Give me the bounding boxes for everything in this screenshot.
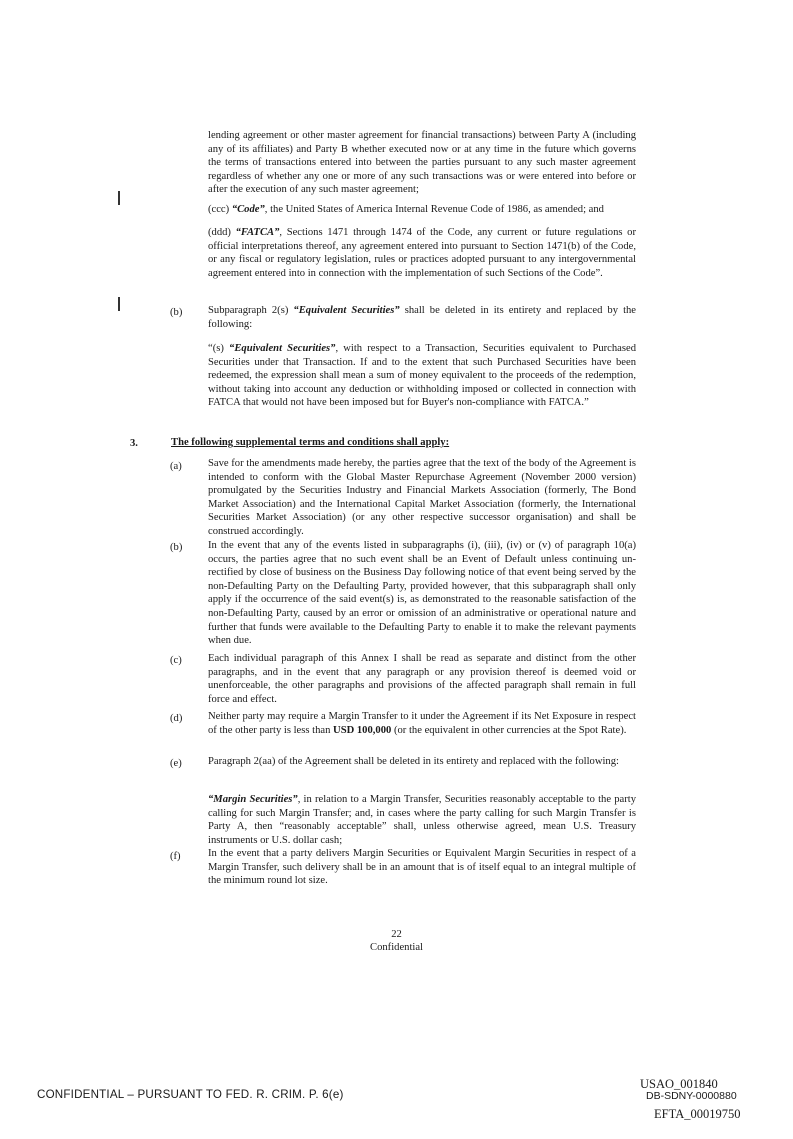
section3-item-e: Paragraph 2(aa) of the Agreement shall be deleted in its entirety and replaced with the following: (208, 756, 619, 767)
section3-item-f: In the event that a party delivers Margin Securities or Equivalent Margin Securities in respect of a Margin Transfer, such delivery shall be in an amount that is of itself equal to an integral multiple of the minimum round lot size. (208, 848, 636, 887)
section3-item-a: Save for the amendments made hereby, the parties agree that the text of the body of the Agreement is intended to conform with the Global Master Repurchase Agreement (November 2000 version) promulgated by the Securities Industry and Financial Markets Association (formerly, The Bond Market Association) and the International Capital Market Association (formerly, the International Securities Market Association) (or any other respective successor organisation) and shall be construed accordingly. (208, 458, 636, 537)
section3-item-c: Each individual paragraph of this Annex I shall be read as separate and distinct from the other paragraphs, and in the event that any paragraph or any provision thereof is deemed void or unenforceable, the other paragraphs and provisions of the affected paragraph shall remain in full force and effect. (208, 653, 636, 705)
term-equivalent-securities: “Equivalent Securities” (293, 305, 400, 316)
definition-equivalent-securities: “(s) “Equivalent Securities”, with respect to a Transaction, Securities equivalent to Purchased Securities under that Transaction. If and to the extent that such Purchased Securities have been redeemed, the expression shall mean a sum of money equivalent to the proceeds of the redemption, without taking into account any deduction or withholding imposed or collected in connection with FATCA that would not have been imposed but for Buyer's non-compliance with FATCA.” (208, 343, 636, 409)
item-label: (c) (170, 655, 182, 666)
term-margin-securities: “Margin Securities” (208, 794, 298, 805)
page-number: 22 (391, 929, 402, 940)
db-bates-stamp: DB-SDNY-0000880 (646, 1090, 737, 1102)
section-heading: The following supplemental terms and conditions shall apply: (171, 437, 450, 448)
term-code: “Code” (231, 204, 265, 215)
item-label: (a) (170, 461, 182, 472)
item-label: (e) (170, 758, 182, 769)
paragraph-b: Subparagraph 2(s) “Equivalent Securities” shall be deleted in its entirety and replaced by the following: (208, 305, 637, 330)
section-number: 3. (130, 438, 138, 449)
revision-bar (118, 297, 120, 311)
definition-code: (ccc) “Code”, the United States of America Internal Revenue Code of 1986, as amended; and (208, 204, 604, 215)
confidential-footer: Confidential (370, 942, 423, 953)
item-label: (b) (170, 307, 183, 318)
continuation-paragraph: lending agreement or other master agreement for financial transactions) between Party A (including any of its affiliates) and Party B whether executed now or at any time in the future which governs the terms of transactions entered into between the parties pursuant to any such master agreement regardless of whether any one or more of any such transactions was or were entered into before or after the execution of any such master agreement; (208, 130, 636, 196)
confidential-legend: CONFIDENTIAL – PURSUANT TO FED. R. CRIM. P. 6(e) (37, 1088, 344, 1101)
usao-bates-stamp: USAO_001840 (640, 1077, 718, 1091)
term-fatca: “FATCA” (235, 227, 280, 238)
efta-bates-stamp: EFTA_00019750 (654, 1107, 741, 1121)
threshold-amount: USD 100,000 (333, 724, 392, 736)
item-label: (f) (170, 851, 181, 862)
item-label: (d) (170, 713, 183, 724)
revision-bar (118, 191, 120, 205)
section3-item-b: In the event that any of the events listed in subparagraphs (i), (iii), (iv) or (v) of paragraph 10(a) occurs, the parties agree that no such event shall be an Event of Default unless continuing un-rectified by close of business on the Business Day following notice of that event being served by the non-Defaulting Party on the Defaulting Party, provided however, that this subparagraph shall only apply if the occurrence of the said event(s) is, as demonstrated to the reasonable satisfaction of the non-Defaulting Party, caused by an error or omission of an administrative or operational nature and further that funds were available to the Defaulting Party to enable it to make the relevant payments when due. (208, 540, 636, 647)
definition-margin-securities: “Margin Securities”, in relation to a Margin Transfer, Securities reasonably acceptable to the party calling for such Margin Transfer; and, in cases where the party calling for such Margin Transfer is Party A, then “reasonably acceptable” shall, unless otherwise agreed, mean U.S. Treasury instruments or U.S. dollar cash; (208, 794, 636, 846)
definition-fatca: (ddd) “FATCA”, Sections 1471 through 1474 of the Code, any current or future regulations or official interpretations thereof, any agreement entered into pursuant to Section 1471(b) of the Code, or any fiscal or regulatory legislation, rules or practices adopted pursuant to any intergovernmental agreement entered into in connection with the implementation of such Sections of the Code”. (208, 227, 636, 279)
section3-item-d: Neither party may require a Margin Transfer to it under the Agreement if its Net Exposure in respect of the other party is less than USD 100,000 (or the equivalent in other currencies at the Spot Rate). (208, 711, 636, 736)
item-label: (b) (170, 542, 183, 553)
